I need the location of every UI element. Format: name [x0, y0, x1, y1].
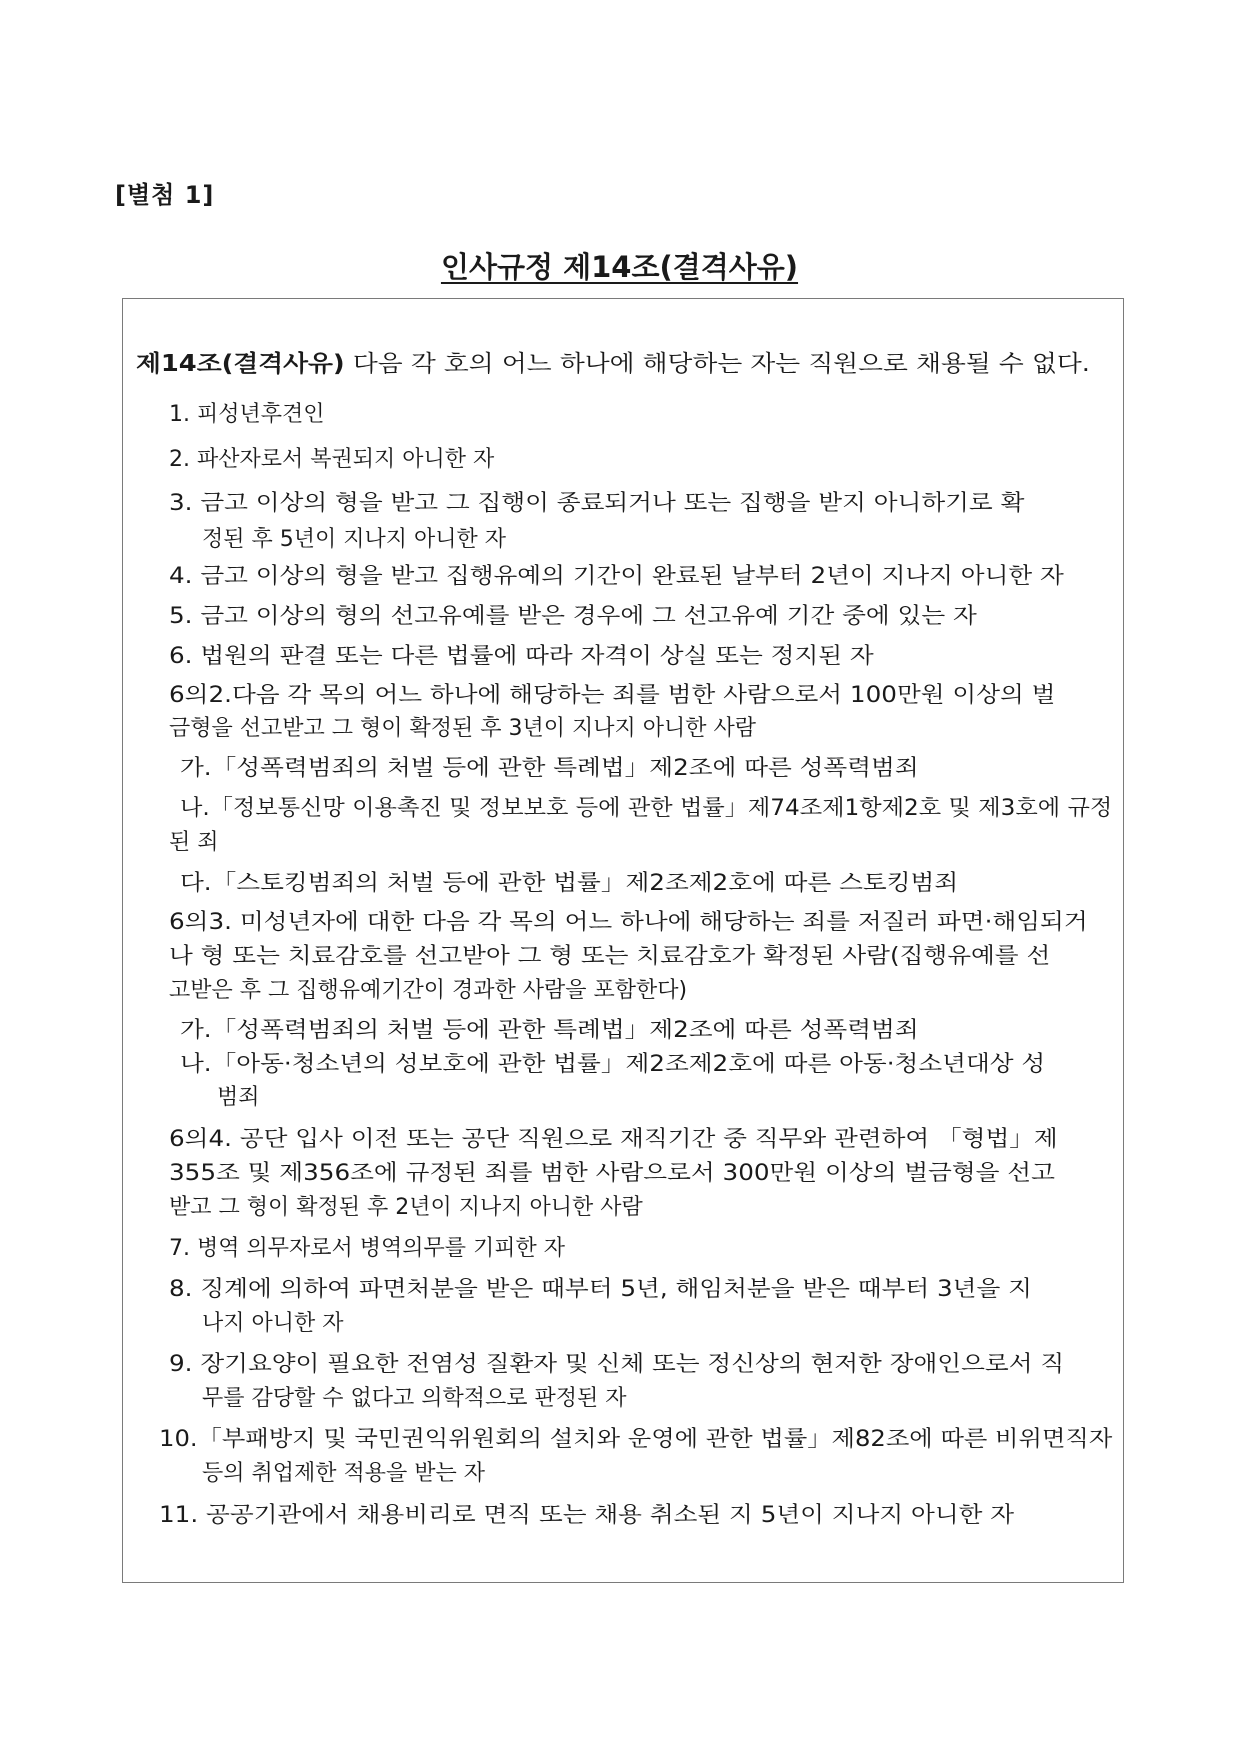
clause-line: 6의2.다음 각 목의 어느 하나에 해당하는 죄를 범한 사람으로서 100만원 이상의 벌 — [169, 683, 1056, 708]
clause-line: 11. 공공기관에서 채용비리로 면직 또는 채용 취소된 지 5년이 지나지 아니한 자 — [159, 1503, 1015, 1528]
clause-line: 금형을 선고받고 그 형이 확정된 후 3년이 지나지 아니한 사람 — [169, 716, 756, 741]
clause-line: 6의4. 공단 입사 이전 또는 공단 직원으로 재직기간 중 직무와 관련하여 「형법」제 — [169, 1127, 1058, 1152]
regulation-box — [122, 298, 1124, 1583]
clause-line: 10.「부패방지 및 국민권익위원회의 설치와 운영에 관한 법률」제82조에 따른 비위면직자 — [159, 1427, 1113, 1452]
clause-line: 6의3. 미성년자에 대한 다음 각 목의 어느 하나에 해당하는 죄를 저질러 파면·해임되거 — [169, 910, 1088, 935]
article-line — [136, 349, 1090, 379]
clause-line: 받고 그 형이 확정된 후 2년이 지나지 아니한 사람 — [169, 1195, 643, 1220]
clause-line: 범죄 — [217, 1085, 260, 1110]
clause-line: 나 형 또는 치료감호를 선고받아 그 형 또는 치료감호가 확정된 사람(집행유예를 선 — [169, 944, 1051, 969]
clause-line: 7. 병역 의무자로서 병역의무를 기피한 자 — [169, 1236, 565, 1261]
attachment-label: [별첨 1] — [115, 181, 215, 209]
document-title — [0, 247, 1239, 287]
clause-line: 5. 금고 이상의 형의 선고유예를 받은 경우에 그 선고유예 기간 중에 있는 자 — [169, 604, 977, 629]
clause-line: 무를 감당할 수 없다고 의학적으로 판정된 자 — [202, 1386, 627, 1411]
document-title-text: 인사규정 제14조(결격사유) — [440, 250, 799, 284]
clause-line: 4. 금고 이상의 형을 받고 집행유예의 기간이 완료된 날부터 2년이 지나지 아니한 자 — [169, 564, 1064, 589]
clause-line: 나지 아니한 자 — [202, 1311, 344, 1336]
clause-line: 정된 후 5년이 지나지 아니한 자 — [202, 527, 506, 552]
clause-line: 355조 및 제356조에 규정된 죄를 범한 사람으로서 300만원 이상의 벌금형을 선고 — [169, 1161, 1055, 1186]
clause-line: 가.「성폭력범죄의 처벌 등에 관한 특례법」제2조에 따른 성폭력범죄 — [180, 1018, 919, 1043]
clause-line: 고받은 후 그 집행유예기간이 경과한 사람을 포함한다) — [169, 978, 688, 1003]
clause-line: 된 죄 — [169, 830, 219, 855]
clause-line: 2. 파산자로서 복권되지 아니한 자 — [169, 447, 495, 472]
clause-line: 6. 법원의 판결 또는 다른 법률에 따라 자격이 상실 또는 정지된 자 — [169, 644, 874, 669]
clause-line: 가.「성폭력범죄의 처벌 등에 관한 특례법」제2조에 따른 성폭력범죄 — [180, 756, 919, 781]
article-heading: 제14조(결격사유) — [136, 351, 345, 377]
clause-line: 8. 징계에 의하여 파면처분을 받은 때부터 5년, 해임처분을 받은 때부터 3년을 지 — [169, 1277, 1032, 1302]
clause-line: 9. 장기요양이 필요한 전염성 질환자 및 신체 또는 정신상의 현저한 장애인으로서 직 — [169, 1352, 1065, 1377]
article-lead: 다음 각 호의 어느 하나에 해당하는 자는 직원으로 채용될 수 없다. — [344, 351, 1090, 377]
clause-line: 나.「정보통신망 이용촉진 및 정보보호 등에 관한 법률」제74조제1항제2호 및 제3호에 규정 — [180, 796, 1113, 821]
clause-line: 나.「아동·청소년의 성보호에 관한 법률」제2조제2호에 따른 아동·청소년대상 성 — [180, 1052, 1046, 1077]
clause-line: 다.「스토킹범죄의 처벌 등에 관한 법률」제2조제2호에 따른 스토킹범죄 — [180, 871, 959, 896]
clause-line: 등의 취업제한 적용을 받는 자 — [202, 1461, 485, 1486]
clause-line: 1. 피성년후견인 — [169, 402, 325, 427]
clause-line: 3. 금고 이상의 형을 받고 그 집행이 종료되거나 또는 집행을 받지 아니하기로 확 — [169, 491, 1025, 516]
